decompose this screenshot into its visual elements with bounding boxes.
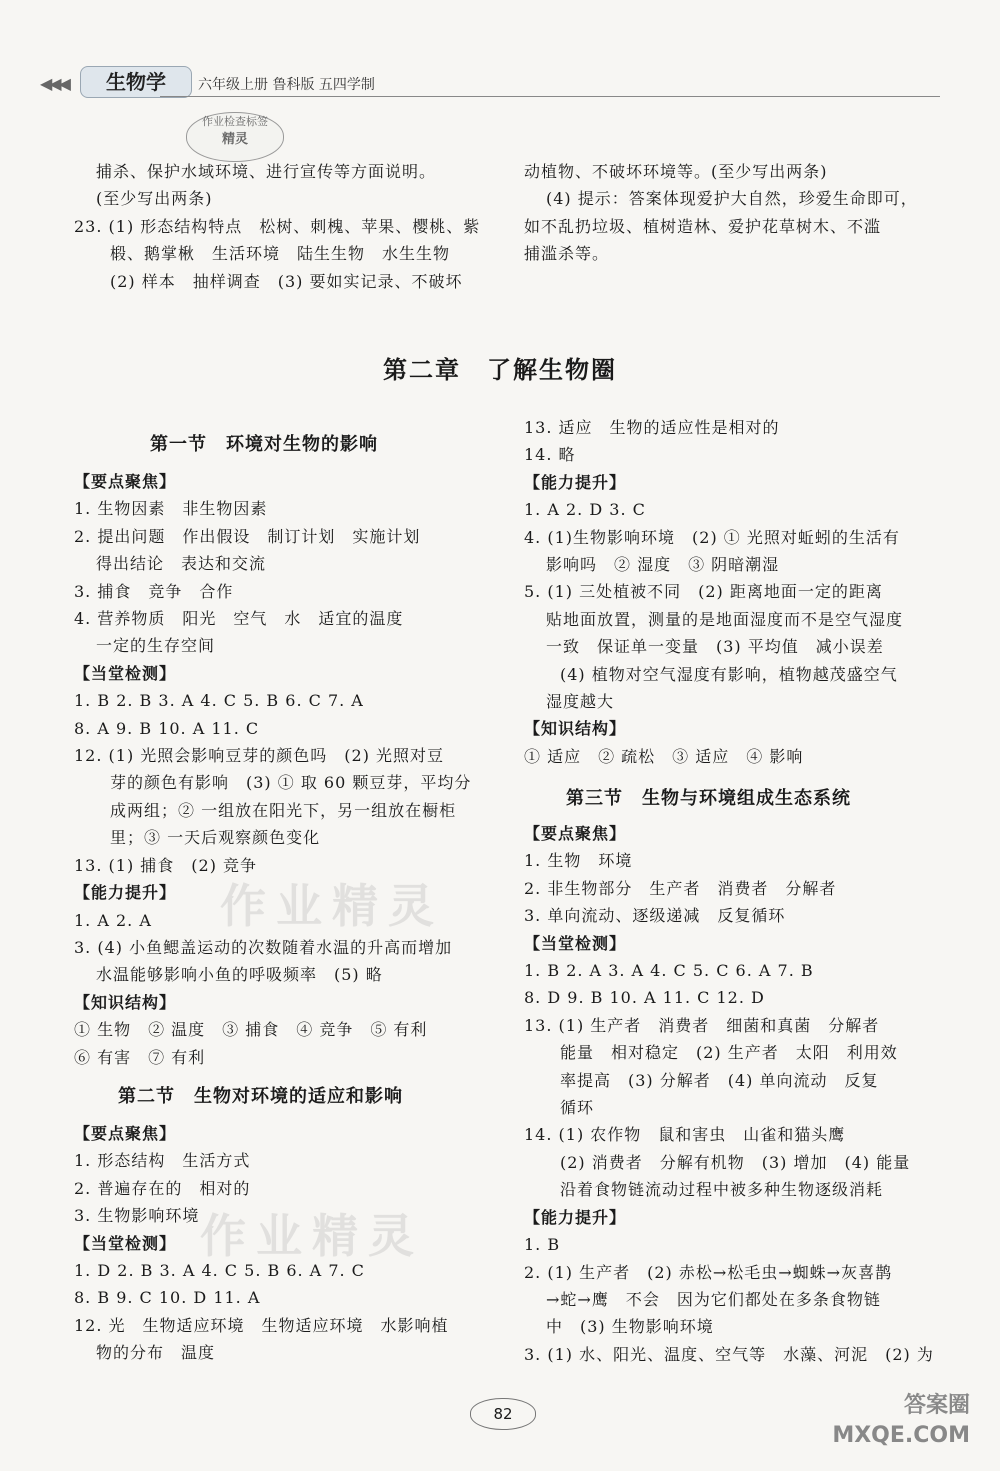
section-label: 【能力提升】	[524, 1207, 627, 1227]
section-label: 【能力提升】	[74, 883, 177, 903]
text-line: 芽的颜色有影响 (3) ① 取 60 颗豆芽，平均分	[110, 773, 472, 793]
text-line: 2. 非生物部分 生产者 消费者 分解者	[524, 878, 837, 898]
text-line: ① 适应 ② 疏松 ③ 适应 ④ 影响	[524, 746, 804, 766]
text-line: 14. 略	[524, 445, 576, 465]
section-label: 【要点聚焦】	[74, 472, 177, 491]
arrow-decoration-icon: ◀◀◀	[40, 74, 68, 93]
text-line: →蛇→鹰 不会 因为它们都处在多条食物链	[546, 1289, 881, 1309]
section-label: 【能力提升】	[524, 472, 627, 492]
section-3-body	[524, 820, 944, 1368]
text-line: 2. 普遍存在的 相对的	[74, 1178, 251, 1198]
section-1-body	[74, 468, 494, 1071]
text-line: 一致 保证单一变量 (3) 平均值 减小误差	[546, 637, 884, 657]
text-line: 14. (1) 农作物 鼠和害虫 山雀和猫头鹰	[524, 1125, 846, 1145]
subject-logo: 生物学	[80, 66, 192, 98]
text-line: 1. A 2. D 3. C	[524, 500, 646, 520]
text-line: 中 (3) 生物影响环境	[546, 1317, 714, 1337]
text-line: (2) 样本 抽样调查 (3) 要如实记录、不破坏	[110, 271, 463, 291]
text-line: 得出结论 表达和交流	[96, 554, 267, 574]
text-line: 影响吗 ② 湿度 ③ 阴暗潮湿	[546, 555, 780, 575]
text-line: 1. B	[524, 1235, 561, 1255]
text-line: 4. 营养物质 阳光 空气 水 适宜的温度	[74, 609, 404, 629]
text-line: 椴、鹅掌楸 生活环境 陆生生物 水生生物	[110, 244, 451, 264]
page-number: 82	[470, 1398, 536, 1430]
text-line: 3. (4) 小鱼鳃盖运动的次数随着水温的升高而增加	[74, 937, 453, 957]
text-line: (2) 消费者 分解有机物 (3) 增加 (4) 能量	[560, 1152, 911, 1172]
top-left-block	[74, 158, 494, 295]
section-label: 【当堂检测】	[524, 933, 627, 953]
text-line: (4) 提示：答案体现爱护大自然，珍爱生命即可，	[546, 189, 918, 209]
book-subtitle: 六年级上册 鲁科版 五四学制	[198, 77, 375, 93]
top-right-block	[524, 158, 944, 268]
text-line: 13. (1) 生产者 消费者 细菌和真菌 分解者	[524, 1015, 880, 1035]
text-line: 3. (1) 水、阳光、温度、空气等 水藻、河泥 (2) 为	[524, 1344, 934, 1364]
text-line: 12. (1) 光照会影响豆芽的颜色吗 (2) 光照对豆	[74, 746, 445, 766]
text-line: 2. (1) 生产者 (2) 赤松→松毛虫→蜘蛛→灰喜鹊	[524, 1262, 893, 1282]
text-line: 捕杀、保护水域环境、进行宣传等方面说明。	[96, 162, 437, 181]
text-line: 能量 相对稳定 (2) 生产者 太阳 利用效	[560, 1043, 898, 1063]
text-line: 率提高 (3) 分解者 (4) 单向流动 反复	[560, 1070, 879, 1090]
section-label: 【当堂检测】	[74, 663, 177, 683]
text-line: 成两组；② 一组放在阳光下，另一组放在橱柜	[110, 800, 457, 820]
corner-watermark: 答案圈 MXQE.COM	[832, 1393, 970, 1448]
section-1-title: 第一节 环境对生物的影响	[150, 434, 378, 455]
watermark: 作业精灵	[200, 1209, 424, 1263]
text-line: 23. (1) 形态结构特点 松树、刺槐、苹果、樱桃、紫	[74, 216, 481, 236]
text-line: 1. A 2. A	[74, 910, 152, 930]
section-label: 【知识结构】	[524, 719, 627, 739]
page-header	[40, 62, 940, 102]
text-line: 4. (1)生物影响环境 (2) ① 光照对蚯蚓的生活有	[524, 527, 900, 547]
text-line: 8. D 9. B 10. A 11. C 12. D	[524, 988, 765, 1008]
text-line: 3. 生物影响环境	[74, 1206, 200, 1226]
text-line: (至少写出两条)	[96, 189, 213, 209]
text-line: 水温能够影响小鱼的呼吸频率 (5) 略	[96, 965, 383, 985]
text-line: 5. (1) 三处植被不同 (2) 距离地面一定的距离	[524, 582, 883, 602]
section-label: 【要点聚焦】	[74, 1124, 177, 1143]
text-line: 3. 捕食 竞争 合作	[74, 581, 234, 601]
text-line: 湿度越大	[546, 692, 615, 712]
text-line: 一定的生存空间	[96, 636, 216, 656]
stamp-seal: 作业检查标签 精灵	[186, 112, 284, 162]
section-label: 【知识结构】	[74, 992, 177, 1012]
text-line: 13. (1) 捕食 (2) 竞争	[74, 855, 258, 875]
text-line: 如不乱扔垃圾、植树造林、爱护花草树木、不滥	[524, 216, 882, 236]
text-line: 循环	[560, 1098, 595, 1118]
text-line: 1. 生物因素 非生物因素	[74, 499, 268, 519]
text-line: ⑥ 有害 ⑦ 有利	[74, 1047, 206, 1067]
text-line: 1. D 2. B 3. A 4. C 5. B 6. A 7. C	[74, 1261, 365, 1281]
text-line: 2. 提出问题 作出假设 制订计划 实施计划	[74, 526, 421, 546]
section-label: 【当堂检测】	[74, 1233, 177, 1253]
text-line: 捕滥杀等。	[524, 244, 610, 264]
text-line: 物的分布 温度	[96, 1343, 216, 1363]
header-rule	[160, 96, 940, 97]
text-line: 动植物、不破坏环境等。(至少写出两条)	[524, 162, 828, 181]
section-3-title: 第三节 生物与环境组成生态系统	[566, 788, 851, 809]
text-line: ① 生物 ② 温度 ③ 捕食 ④ 竞争 ⑤ 有利	[74, 1020, 428, 1040]
text-line: (4) 植物对空气湿度有影响，植物越茂盛空气	[560, 664, 898, 684]
text-line: 1. 形态结构 生活方式	[74, 1151, 251, 1171]
text-line: 12. 光 生物适应环境 生物适应环境 水影响植	[74, 1315, 449, 1335]
text-line: 1. B 2. A 3. A 4. C 5. C 6. A 7. B	[524, 961, 814, 981]
watermark: 作业精灵	[220, 879, 444, 933]
text-line: 里；③ 一天后观察颜色变化	[110, 828, 321, 848]
chapter-title: 第二章 了解生物圈	[383, 356, 617, 384]
text-line: 贴地面放置，测量的是地面湿度而不是空气湿度	[546, 609, 904, 629]
text-line: 8. A 9. B 10. A 11. C	[74, 718, 260, 738]
section-label: 【要点聚焦】	[524, 824, 627, 843]
text-line: 1. B 2. B 3. A 4. C 5. B 6. C 7. A	[74, 691, 364, 711]
section-2-title: 第二节 生物对环境的适应和影响	[118, 1086, 403, 1107]
section-2-continued	[524, 414, 944, 770]
text-line: 1. 生物 环境	[524, 851, 633, 871]
text-line: 8. B 9. C 10. D 11. A	[74, 1288, 261, 1308]
text-line: 3. 单向流动、逐级递减 反复循环	[524, 906, 786, 926]
text-line: 13. 适应 生物的适应性是相对的	[524, 418, 780, 437]
text-line: 沿着食物链流动过程中被多种生物逐级消耗	[560, 1180, 884, 1200]
